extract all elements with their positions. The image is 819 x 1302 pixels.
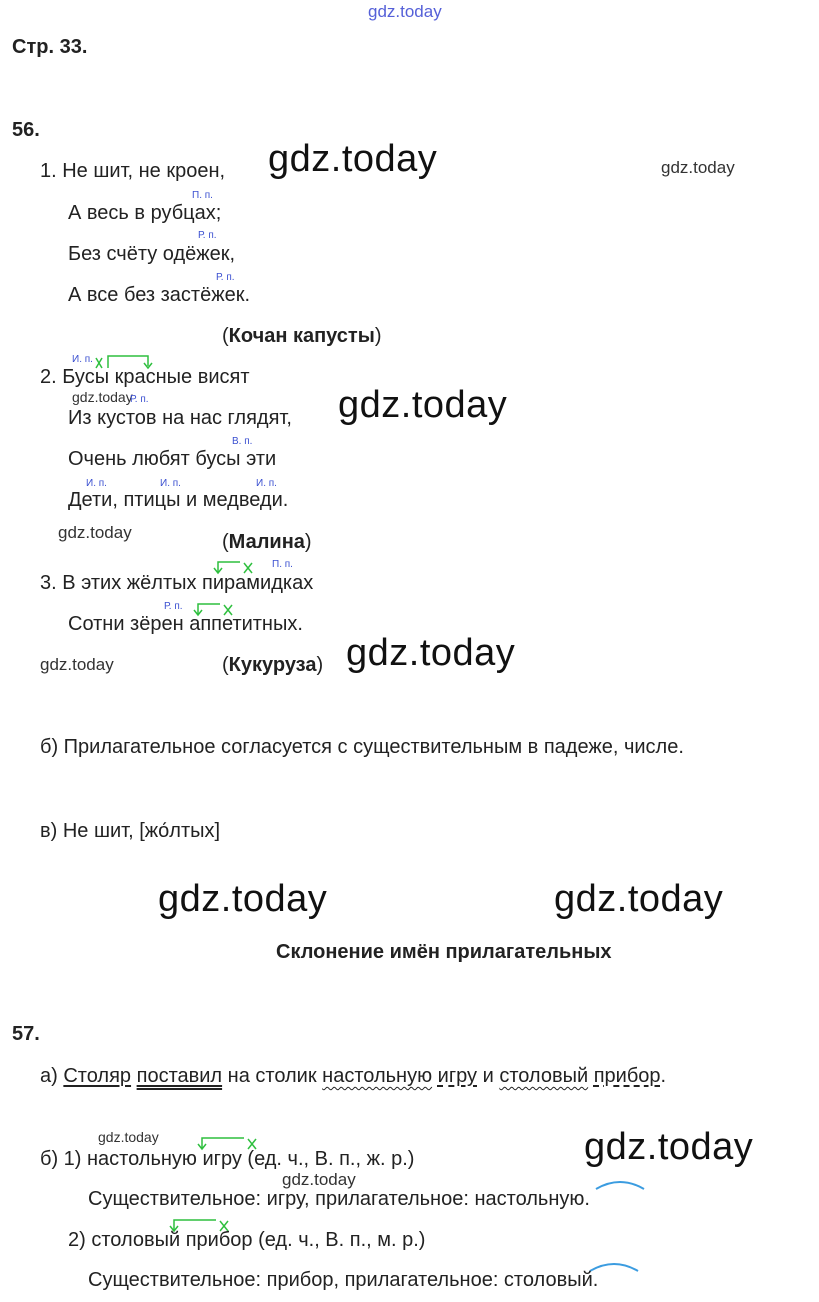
object-word: прибор [593, 1065, 661, 1087]
exercise-56-number: 56. [12, 119, 40, 141]
watermark: gdz.today [584, 1126, 754, 1168]
period: . [660, 1065, 667, 1087]
watermark: gdz.today [72, 389, 133, 405]
case-label: И. п. [72, 354, 93, 365]
riddle1-line4: А все без застёжек. [68, 284, 251, 306]
watermark: gdz.today [554, 878, 724, 920]
plain-words: на столик [227, 1065, 317, 1087]
riddle1-line2: А весь в рубцах; [68, 202, 222, 224]
watermark: gdz.today [40, 655, 114, 674]
watermark-top: gdz.today [368, 2, 442, 21]
ex57-item2: 2) столовый прибор (ед. ч., В. п., м. р.) [68, 1229, 426, 1251]
object-word: игру [437, 1065, 478, 1087]
case-label: В. п. [232, 436, 253, 447]
page-reference: Стр. 33. [12, 36, 88, 58]
watermark: gdz.today [661, 158, 735, 177]
answer-text: Кукуруза [228, 654, 317, 676]
watermark: gdz.today [98, 1129, 159, 1145]
riddle2-line1: 2. Бусы красные висят [40, 366, 250, 388]
riddle1-line3: Без счёту одёжек, [68, 243, 236, 265]
answer-text: Кочан капусты [228, 325, 375, 347]
ex57-item2-note: Существительное: прибор, прилагательное: столовый. [88, 1269, 599, 1291]
case-label: П. п. [192, 190, 213, 201]
adjective-word: настольную [322, 1065, 433, 1087]
case-label: И. п. [160, 478, 181, 489]
case-label: Р. п. [216, 272, 235, 283]
watermark: gdz.today [338, 384, 508, 426]
riddle3-line2: Сотни зёрен аппетитных. [68, 613, 303, 635]
watermark: gdz.today [282, 1170, 356, 1189]
ex57-item1-note: Существительное: игру, прилагательное: настольную. [88, 1188, 590, 1210]
adjective-word: столовый [499, 1065, 589, 1087]
riddle2-line4: Дети, птицы и медведи. [68, 489, 289, 511]
ex56-part-v: в) Не шит, [жо́лтых] [40, 820, 221, 842]
part-prefix: а) [40, 1065, 58, 1087]
watermark: gdz.today [268, 138, 438, 180]
ending-arc [594, 1178, 646, 1190]
riddle1-line1: 1. Не шит, не кроен, [40, 160, 226, 182]
watermark: gdz.today [58, 523, 132, 542]
watermark: gdz.today [158, 878, 328, 920]
riddle2-line3: Очень любят бусы эти [68, 448, 277, 470]
riddle2-line2: Из кустов на нас глядят, [68, 407, 292, 429]
case-label: И. п. [86, 478, 107, 489]
watermark: gdz.today [346, 632, 516, 674]
ex57-item1: б) 1) настольную игру (ед. ч., В. п., ж. р.) [40, 1148, 415, 1170]
case-label: И. п. [256, 478, 277, 489]
exercise-57-number: 57. [12, 1023, 40, 1045]
subject-word: Столяр [63, 1065, 132, 1087]
answer-text: Малина [228, 531, 305, 553]
conjunction-word: и [482, 1065, 494, 1087]
riddle1-answer: (Кочан капусты) [222, 325, 382, 347]
case-label: Р. п. [130, 394, 149, 405]
predicate-word: поставил [136, 1065, 223, 1087]
riddle2-answer: (Малина) [222, 531, 312, 553]
section-title: Склонение имён прилагательных [276, 941, 612, 963]
riddle3-answer: (Кукуруза) [222, 654, 324, 676]
case-label: Р. п. [164, 601, 183, 612]
case-label: П. п. [272, 559, 293, 570]
case-label: Р. п. [198, 230, 217, 241]
ex56-part-b: б) Прилагательное согласуется с существительным в падеже, числе. [40, 736, 684, 758]
riddle3-line1: 3. В этих жёлтых пирамидках [40, 572, 314, 594]
ex57-part-a [40, 1065, 666, 1088]
